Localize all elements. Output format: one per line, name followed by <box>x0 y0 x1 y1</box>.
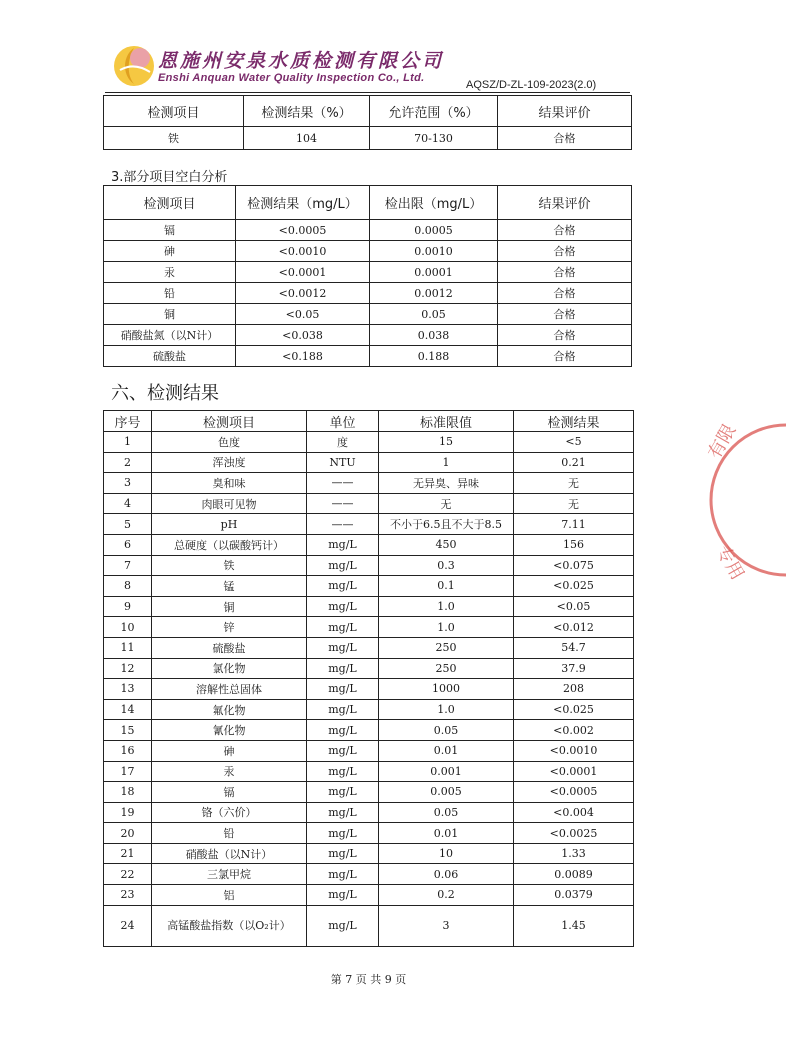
results-table-header-cell: 序号 <box>104 411 152 432</box>
results-table-cell: 3 <box>104 473 152 494</box>
results-table-cell: mg/L <box>307 658 379 679</box>
blank-table-row <box>104 304 632 325</box>
results-table-cell: mg/L <box>307 596 379 617</box>
results-table-cell: 250 <box>379 637 514 658</box>
results-table-cell: 0.0089 <box>514 864 634 885</box>
results-table-cell: mg/L <box>307 782 379 803</box>
results-table-cell: 12 <box>104 658 152 679</box>
blank-table-cell: 硫酸盐 <box>104 346 236 367</box>
blank-table-cell: <0.0012 <box>236 283 370 304</box>
results-table-cell: 5 <box>104 514 152 535</box>
results-table-header-cell: 单位 <box>307 411 379 432</box>
recovery-table <box>103 95 632 150</box>
results-table-cell: 氰化物 <box>152 720 307 741</box>
company-name-cn: 恩施州安泉水质检测有限公司 <box>158 50 445 72</box>
results-table-cell: 13 <box>104 679 152 700</box>
blank-table-cell: 硝酸盐氮（以N计） <box>104 325 236 346</box>
results-table-row <box>104 637 634 658</box>
results-table-cell: 度 <box>307 432 379 453</box>
recovery-table-cell: 铁 <box>104 127 244 150</box>
blank-analysis-title: 3.部分项目空白分析 <box>111 170 228 185</box>
results-table-cell: 15 <box>379 432 514 453</box>
results-table-cell: <5 <box>514 432 634 453</box>
blank-table-cell: 0.0001 <box>370 262 498 283</box>
results-table-cell: 浑浊度 <box>152 452 307 473</box>
recovery-table-header-cell: 结果评价 <box>498 96 632 127</box>
document-number: AQSZ/D-ZL-109-2023(2.0) <box>466 79 597 91</box>
seal-stamp <box>706 410 786 590</box>
blank-table-cell: 合格 <box>498 241 632 262</box>
results-table-header-cell: 标准限值 <box>379 411 514 432</box>
results-table-cell: —— <box>307 473 379 494</box>
results-table-cell: 氟化物 <box>152 699 307 720</box>
blank-table-header-cell: 检测项目 <box>104 186 236 220</box>
results-table-cell: 硝酸盐（以N计） <box>152 843 307 864</box>
results-table-cell: —— <box>307 514 379 535</box>
results-table-row <box>104 658 634 679</box>
results-table-cell: <0.025 <box>514 699 634 720</box>
results-table-header-cell: 检测结果 <box>514 411 634 432</box>
results-table-cell: 不小于6.5且不大于8.5 <box>379 514 514 535</box>
results-table-row <box>104 864 634 885</box>
results-table-cell: 4 <box>104 493 152 514</box>
blank-table-row <box>104 241 632 262</box>
results-table-cell: 0.01 <box>379 740 514 761</box>
blank-table-row <box>104 262 632 283</box>
results-table-row <box>104 761 634 782</box>
results-table-row <box>104 452 634 473</box>
results-table-cell: 24 <box>104 905 152 946</box>
results-table-cell: mg/L <box>307 843 379 864</box>
blank-table-header-cell: 结果评价 <box>498 186 632 220</box>
results-table-cell: 无 <box>379 493 514 514</box>
results-table-cell: 250 <box>379 658 514 679</box>
results-table-row <box>104 823 634 844</box>
results-table-row <box>104 782 634 803</box>
results-table-cell: 11 <box>104 637 152 658</box>
svg-text:有限: 有限 <box>704 420 741 463</box>
results-table-cell: 23 <box>104 885 152 906</box>
results-table-cell: 氯化物 <box>152 658 307 679</box>
results-table-cell: 色度 <box>152 432 307 453</box>
results-table-cell: 0.005 <box>379 782 514 803</box>
results-table-cell: NTU <box>307 452 379 473</box>
results-table-row <box>104 617 634 638</box>
results-table-cell: mg/L <box>307 740 379 761</box>
results-table-cell: 2 <box>104 452 152 473</box>
blank-analysis-table <box>103 185 632 367</box>
results-table-cell: mg/L <box>307 823 379 844</box>
results-table-cell: 450 <box>379 534 514 555</box>
results-table-cell: 0.06 <box>379 864 514 885</box>
recovery-table-header-cell: 允许范围（%） <box>370 96 498 127</box>
results-table-cell: 0.1 <box>379 576 514 597</box>
recovery-table-cell: 70-130 <box>370 127 498 150</box>
blank-table-header-cell: 检测结果（mg/L） <box>236 186 370 220</box>
svg-text:专用: 专用 <box>711 542 748 584</box>
blank-table-cell: <0.0010 <box>236 241 370 262</box>
blank-table-cell: 合格 <box>498 304 632 325</box>
results-table-row <box>104 802 634 823</box>
results-table-row <box>104 555 634 576</box>
results-table-cell: mg/L <box>307 761 379 782</box>
results-table-cell: 0.01 <box>379 823 514 844</box>
results-table-cell: mg/L <box>307 720 379 741</box>
results-table-cell: 7 <box>104 555 152 576</box>
results-table-cell: 1.0 <box>379 617 514 638</box>
results-table-cell: pH <box>152 514 307 535</box>
results-table-cell: 10 <box>104 617 152 638</box>
results-table-cell: <0.012 <box>514 617 634 638</box>
results-table-cell: mg/L <box>307 802 379 823</box>
results-table-cell: —— <box>307 493 379 514</box>
results-table-cell: mg/L <box>307 905 379 946</box>
results-table-row <box>104 596 634 617</box>
blank-table-cell: 镉 <box>104 220 236 241</box>
results-table-cell: mg/L <box>307 534 379 555</box>
blank-table-cell: 砷 <box>104 241 236 262</box>
results-table-row <box>104 576 634 597</box>
results-table-cell: mg/L <box>307 699 379 720</box>
blank-table-cell: 0.05 <box>370 304 498 325</box>
results-table-cell: 汞 <box>152 761 307 782</box>
results-table-cell: 铅 <box>152 823 307 844</box>
results-table-row <box>104 905 634 946</box>
blank-table-header-cell: 检出限（mg/L） <box>370 186 498 220</box>
blank-table-cell: <0.188 <box>236 346 370 367</box>
recovery-table-header-cell: 检测项目 <box>104 96 244 127</box>
results-table-cell: 1000 <box>379 679 514 700</box>
results-table-row <box>104 473 634 494</box>
results-table-cell: 3 <box>379 905 514 946</box>
results-table-cell: 7.11 <box>514 514 634 535</box>
results-table-cell: 无 <box>514 473 634 494</box>
results-table-row <box>104 740 634 761</box>
results-table-cell: 1 <box>379 452 514 473</box>
results-table-cell: 20 <box>104 823 152 844</box>
blank-table-row <box>104 220 632 241</box>
blank-table-cell: 0.038 <box>370 325 498 346</box>
results-table-cell: 9 <box>104 596 152 617</box>
results-table-row <box>104 534 634 555</box>
blank-table-cell: <0.038 <box>236 325 370 346</box>
results-table-cell: 10 <box>379 843 514 864</box>
blank-table-cell: 合格 <box>498 325 632 346</box>
results-table-row <box>104 493 634 514</box>
results-table-cell: <0.002 <box>514 720 634 741</box>
results-table-cell: 锌 <box>152 617 307 638</box>
blank-table-cell: 合格 <box>498 346 632 367</box>
recovery-table-cell: 104 <box>244 127 370 150</box>
results-table <box>103 410 634 947</box>
results-table-row <box>104 720 634 741</box>
results-table-cell: 37.9 <box>514 658 634 679</box>
blank-table-cell: 铅 <box>104 283 236 304</box>
results-table-cell: 锰 <box>152 576 307 597</box>
results-table-cell: 1.0 <box>379 596 514 617</box>
results-table-cell: 18 <box>104 782 152 803</box>
results-table-cell: 17 <box>104 761 152 782</box>
blank-table-row <box>104 283 632 304</box>
blank-table-cell: 合格 <box>498 262 632 283</box>
recovery-table-header <box>104 96 632 127</box>
results-table-cell: <0.004 <box>514 802 634 823</box>
blank-table-cell: 铜 <box>104 304 236 325</box>
results-table-cell: mg/L <box>307 864 379 885</box>
results-table-header <box>104 411 634 432</box>
header-divider <box>105 92 630 93</box>
results-table-cell: 铬（六价） <box>152 802 307 823</box>
results-table-cell: 0.001 <box>379 761 514 782</box>
results-table-cell: 总硬度（以碳酸钙计） <box>152 534 307 555</box>
results-table-cell: 镉 <box>152 782 307 803</box>
results-table-cell: 铜 <box>152 596 307 617</box>
results-table-cell: 16 <box>104 740 152 761</box>
results-table-cell: 0.2 <box>379 885 514 906</box>
results-table-cell: mg/L <box>307 885 379 906</box>
results-table-header-cell: 检测项目 <box>152 411 307 432</box>
results-table-cell: 1.0 <box>379 699 514 720</box>
results-table-cell: <0.0025 <box>514 823 634 844</box>
blank-table-cell: 0.0010 <box>370 241 498 262</box>
results-table-cell: <0.0005 <box>514 782 634 803</box>
blank-table-cell: 0.0012 <box>370 283 498 304</box>
blank-table-cell: <0.0001 <box>236 262 370 283</box>
results-table-cell: 硫酸盐 <box>152 637 307 658</box>
results-table-cell: 三氯甲烷 <box>152 864 307 885</box>
results-table-cell: <0.0010 <box>514 740 634 761</box>
results-table-cell: 肉眼可见物 <box>152 493 307 514</box>
results-table-cell: 高锰酸盐指数（以O₂计） <box>152 905 307 946</box>
results-table-cell: mg/L <box>307 679 379 700</box>
results-table-cell: 铁 <box>152 555 307 576</box>
results-table-cell: 0.0379 <box>514 885 634 906</box>
results-table-row <box>104 885 634 906</box>
company-name-en: Enshi Anquan Water Quality Inspection Co., Ltd. <box>158 72 425 84</box>
results-table-cell: 54.7 <box>514 637 634 658</box>
results-table-row <box>104 432 634 453</box>
results-table-row <box>104 514 634 535</box>
results-table-cell: mg/L <box>307 637 379 658</box>
results-table-cell: <0.075 <box>514 555 634 576</box>
blank-table-row <box>104 325 632 346</box>
blank-table-row <box>104 346 632 367</box>
results-title: 六、检测结果 <box>111 383 219 404</box>
results-table-cell: 无 <box>514 493 634 514</box>
results-table-cell: 14 <box>104 699 152 720</box>
results-table-cell: 6 <box>104 534 152 555</box>
results-table-cell: 8 <box>104 576 152 597</box>
results-table-cell: 0.21 <box>514 452 634 473</box>
results-table-cell: 208 <box>514 679 634 700</box>
results-table-cell: 19 <box>104 802 152 823</box>
results-table-cell: 1.45 <box>514 905 634 946</box>
results-table-row <box>104 699 634 720</box>
results-table-cell: 15 <box>104 720 152 741</box>
results-table-row <box>104 679 634 700</box>
results-table-cell: 0.3 <box>379 555 514 576</box>
blank-table-cell: 0.188 <box>370 346 498 367</box>
blank-table-cell: 合格 <box>498 220 632 241</box>
blank-table-cell: <0.0005 <box>236 220 370 241</box>
results-table-row <box>104 843 634 864</box>
blank-table-cell: 合格 <box>498 283 632 304</box>
results-table-cell: 0.05 <box>379 802 514 823</box>
results-table-cell: 砷 <box>152 740 307 761</box>
results-table-cell: <0.0001 <box>514 761 634 782</box>
results-table-cell: 溶解性总固体 <box>152 679 307 700</box>
results-table-cell: <0.05 <box>514 596 634 617</box>
results-table-cell: 无异臭、异味 <box>379 473 514 494</box>
results-table-cell: 1 <box>104 432 152 453</box>
results-table-cell: 臭和味 <box>152 473 307 494</box>
results-table-cell: <0.025 <box>514 576 634 597</box>
results-table-cell: mg/L <box>307 576 379 597</box>
results-table-cell: 156 <box>514 534 634 555</box>
blank-table-cell: 0.0005 <box>370 220 498 241</box>
results-table-cell: 铝 <box>152 885 307 906</box>
blank-table-header <box>104 186 632 220</box>
page-number: 第 7 页 共 9 页 <box>330 973 407 986</box>
results-table-cell: mg/L <box>307 617 379 638</box>
results-table-cell: 22 <box>104 864 152 885</box>
recovery-table-cell: 合格 <box>498 127 632 150</box>
blank-table-cell: 汞 <box>104 262 236 283</box>
blank-table-cell: <0.05 <box>236 304 370 325</box>
recovery-table-header-cell: 检测结果（%） <box>244 96 370 127</box>
recovery-table-row <box>104 127 632 150</box>
company-logo <box>112 44 156 88</box>
results-table-cell: mg/L <box>307 555 379 576</box>
results-table-cell: 0.05 <box>379 720 514 741</box>
results-table-cell: 21 <box>104 843 152 864</box>
results-table-cell: 1.33 <box>514 843 634 864</box>
